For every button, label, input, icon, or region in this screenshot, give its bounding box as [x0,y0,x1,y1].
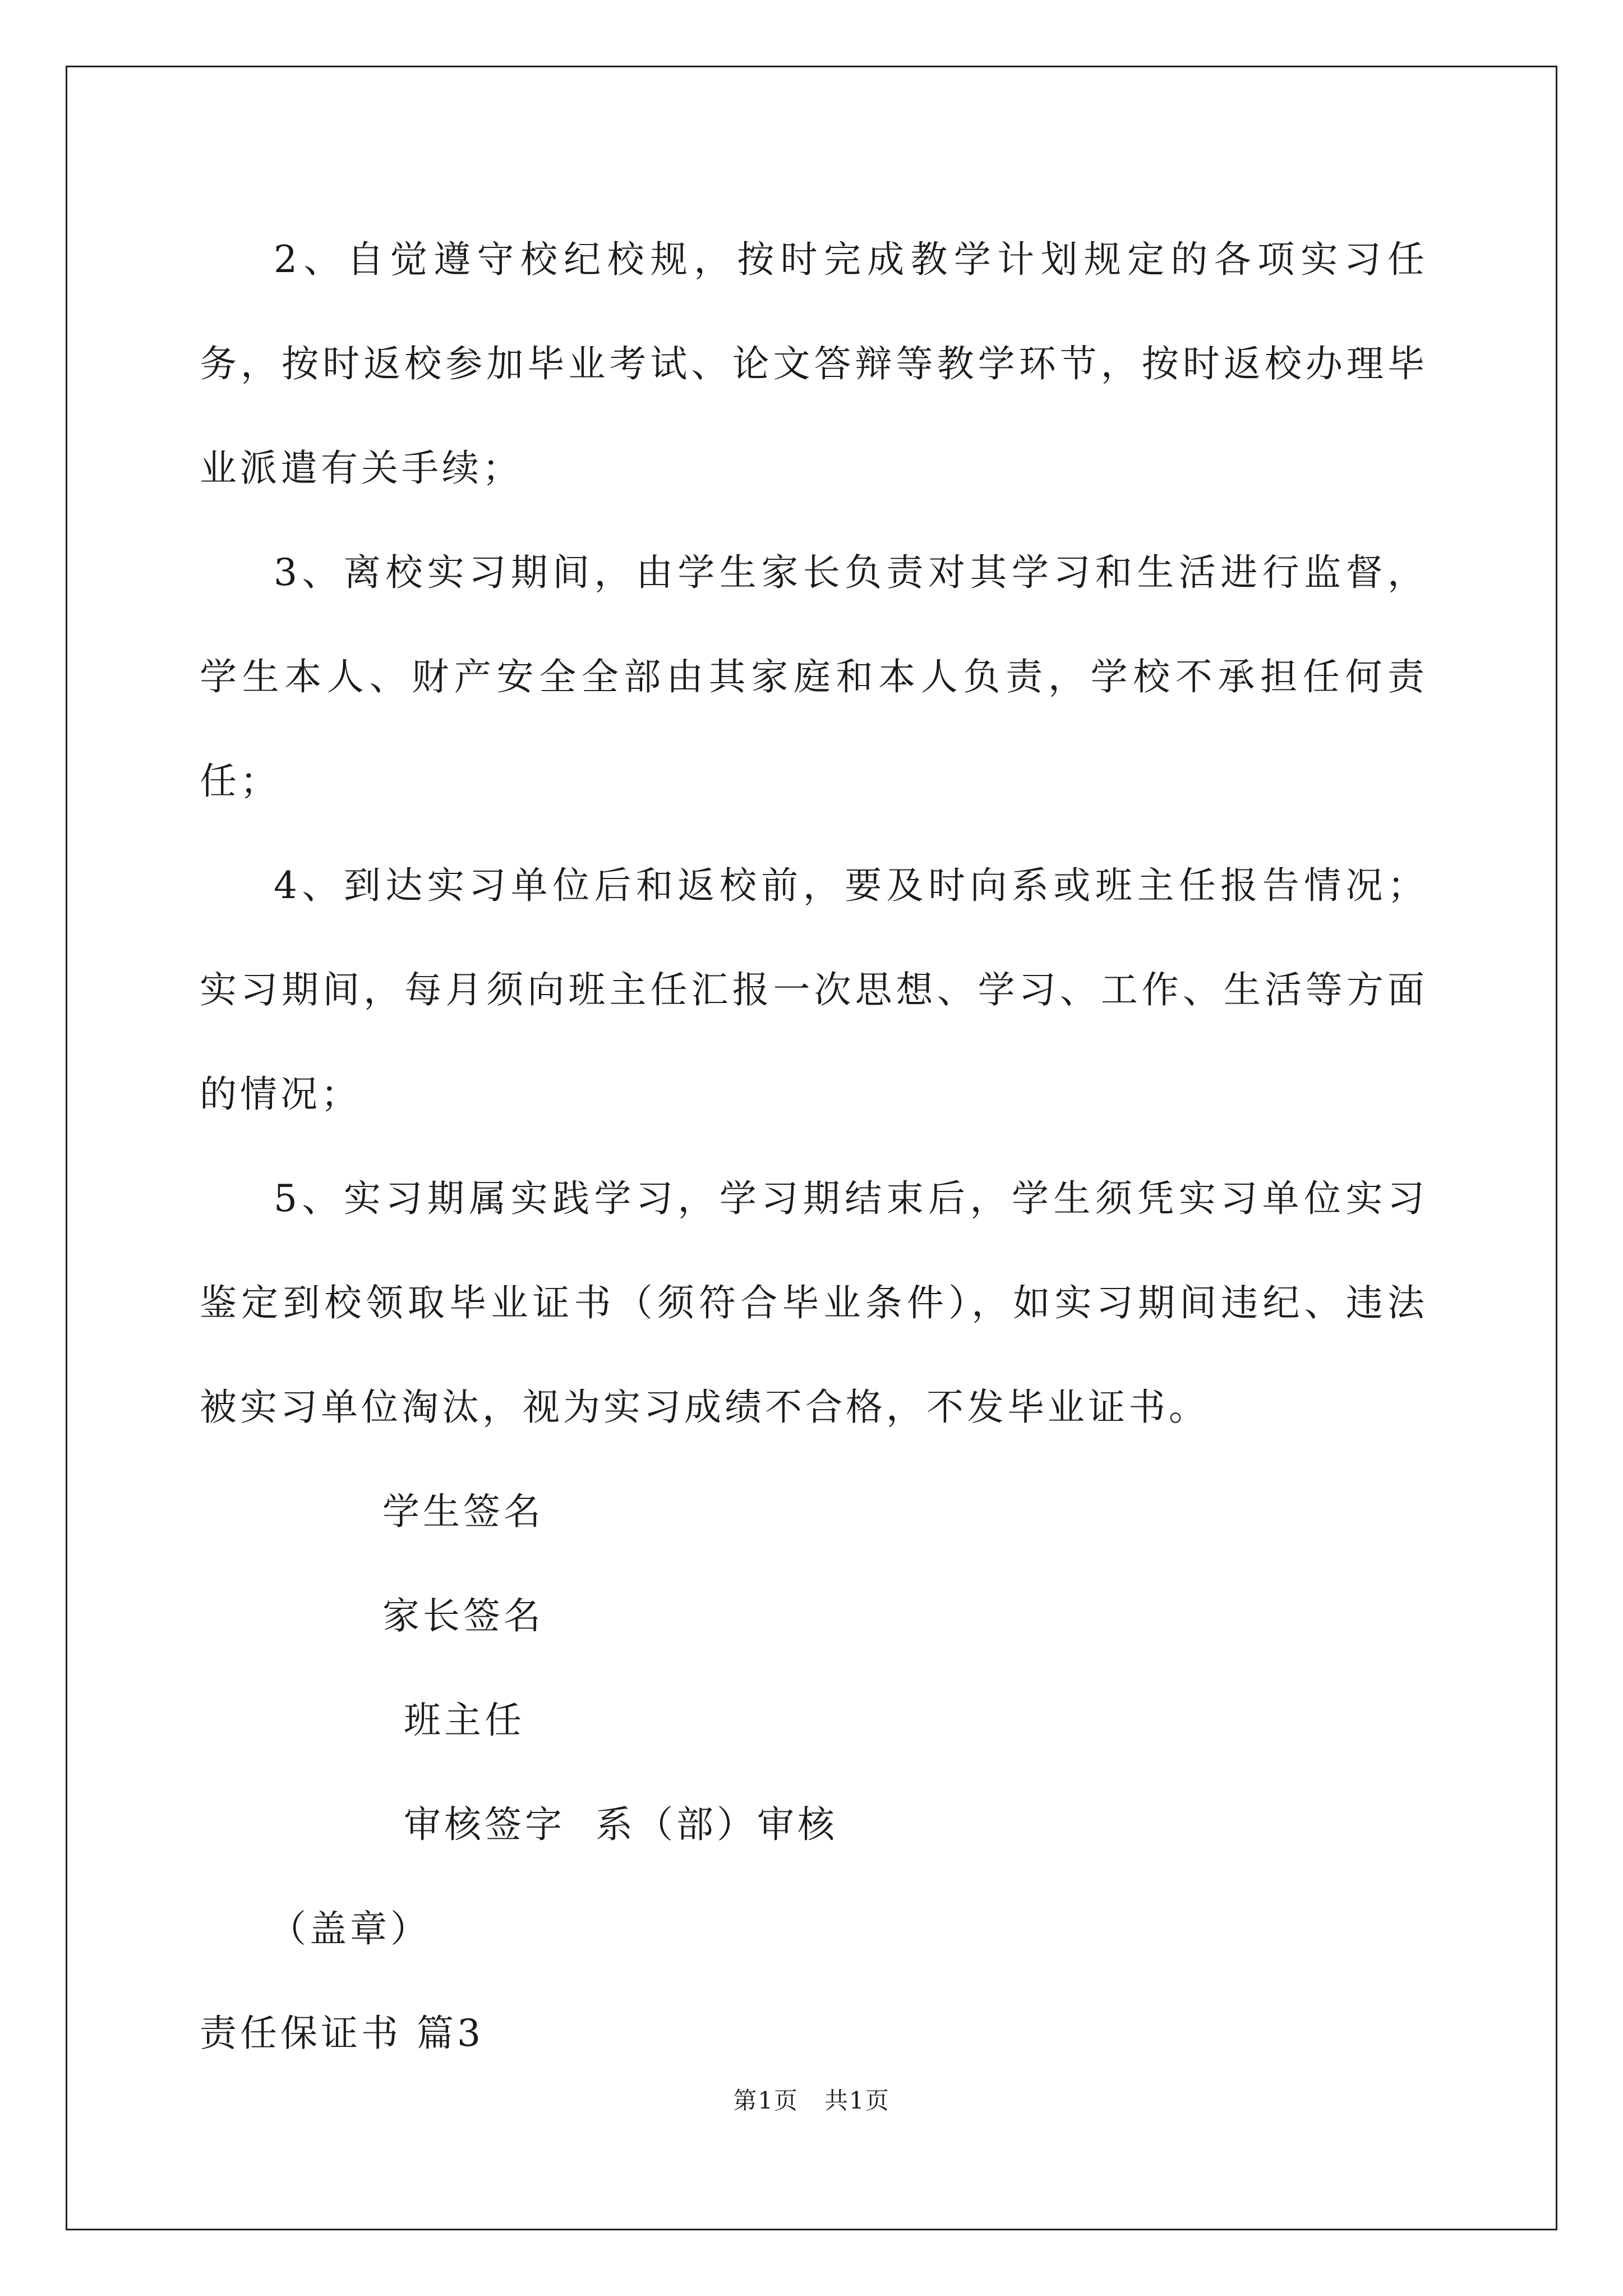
page-footer: 第1页 共1页 [733,2087,890,2114]
stamp-label: （盖章） [269,1907,431,1950]
paragraph-item-2: 2、自觉遵守校纪校规，按时完成教学计划规定的各项实习任务，按时返校参加毕业考试、论文答辩等教学环节，按时返校办理毕业派遣有关手续； [200,238,1428,490]
student-signature-label: 学生签名 [382,1490,544,1533]
paragraph-item-5: 5、实习期属实践学习，学习期结束后，学生须凭实习单位实习鉴定到校领取毕业证书（须符合毕业条件），如实习期间违纪、违法被实习单位淘汰，视为实习成绩不合格，不发毕业证书。 [200,1177,1428,1429]
head-teacher-label: 班主任 [404,1699,525,1742]
section-heading: 责任保证书 篇3 [200,2012,484,2055]
paragraph-item-4: 4、到达实习单位后和返校前，要及时向系或班主任报告情况；实习期间，每月须向班主任汇报一次思想、学习、工作、生活等方面的情况； [200,864,1428,1116]
paragraph-item-3: 3、离校实习期间，由学生家长负责对其学习和生活进行监督，学生本人、财产安全全部由其家庭和本人负责，学校不承担任何责任； [200,551,1428,803]
parent-signature-label: 家长签名 [382,1594,544,1637]
document-body [200,208,1428,2086]
review-signature-label: 审核签字 系（部）审核 [404,1803,838,1846]
